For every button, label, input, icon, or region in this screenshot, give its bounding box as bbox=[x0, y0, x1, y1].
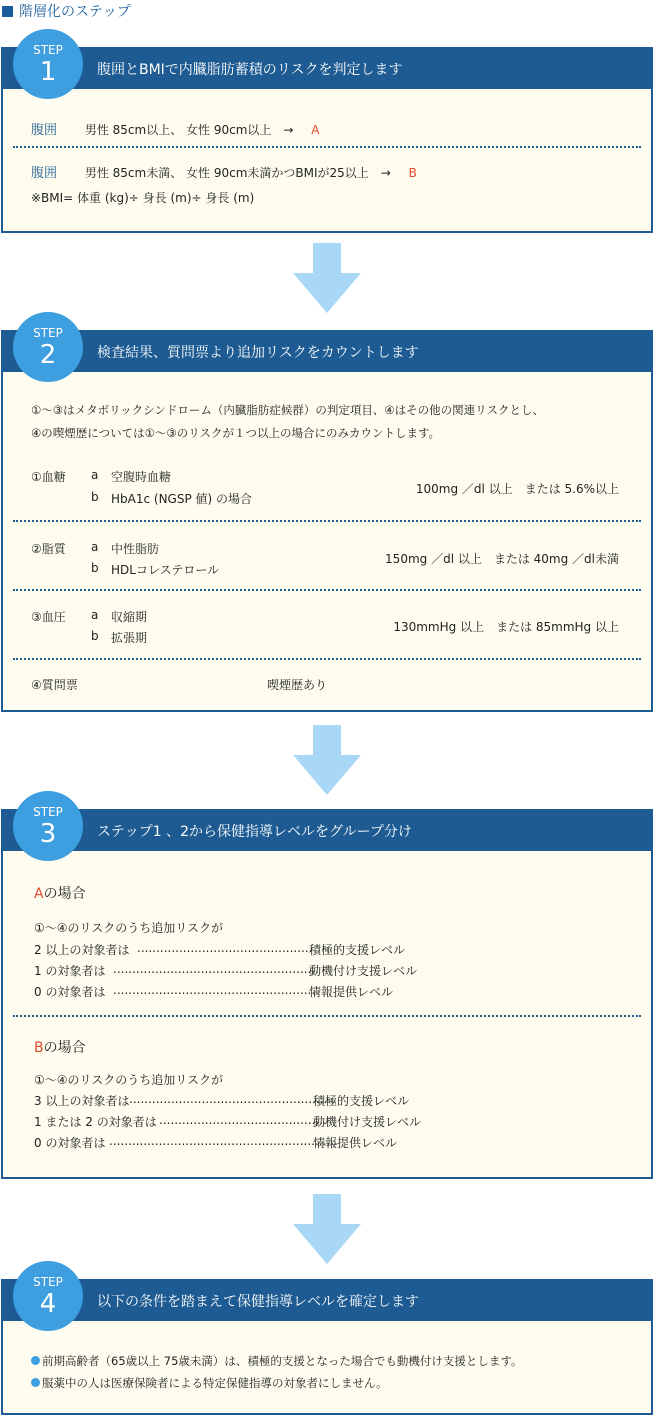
group-a-row-2-cond: 1 の対象者は bbox=[34, 964, 106, 978]
step-1-row-a bbox=[31, 119, 320, 138]
group-a-row-1-level: 積極的支援レベル bbox=[309, 943, 406, 957]
group-a-row-3-cond: 0 の対象者は bbox=[34, 985, 106, 999]
section-heading-text: 階層化のステップ bbox=[19, 4, 131, 20]
step-3-panel bbox=[1, 805, 653, 1179]
step-4-title-bar bbox=[3, 1281, 651, 1321]
group-b-row-1-level: 積極的支援レベル bbox=[313, 1094, 410, 1108]
item-2-a-mark: a bbox=[91, 540, 99, 554]
item-3-name: ③血圧 bbox=[31, 610, 66, 624]
step-2-panel bbox=[1, 326, 653, 712]
group-a-row-2-level: 動機付け支援レベル bbox=[309, 964, 418, 978]
item-3-b-mark: b bbox=[91, 629, 99, 643]
group-b-row-3-dots: ............................................................ bbox=[109, 1134, 338, 1148]
section-heading bbox=[0, 0, 131, 22]
item-1-b-mark: b bbox=[91, 490, 99, 504]
group-a-letter: A bbox=[34, 886, 44, 902]
step-3-title-bar bbox=[3, 811, 651, 851]
group-a-heading bbox=[34, 883, 86, 903]
step-1-row-a-result: A bbox=[311, 123, 320, 137]
square-bullet-icon bbox=[2, 6, 13, 17]
step-4-bullet-2-text: 服薬中の人は医療保険者による特定保健指導の対象者にしません。 bbox=[42, 1376, 388, 1390]
group-b-row-2-level: 動機付け支援レベル bbox=[313, 1115, 422, 1129]
step-2-badge-label: STEP bbox=[33, 326, 63, 340]
item-3-criteria: 130mmHg 以上 または 85mmHg 以上 bbox=[393, 620, 619, 634]
group-a-row-2-dots: ...................................................... bbox=[113, 962, 319, 976]
step-3-title: ステップ1 、2から保健指導レベルをグループ分け bbox=[97, 824, 412, 840]
step-2-title: 検査結果、質問票より追加リスクをカウントします bbox=[97, 345, 419, 361]
step-1-title-bar bbox=[3, 49, 651, 89]
item-3-a-mark: a bbox=[91, 608, 99, 622]
group-b-row-1-cond: 3 以上の対象者は bbox=[34, 1094, 130, 1108]
step-1-row-b-result: B bbox=[408, 166, 417, 180]
step-2-divider-1 bbox=[13, 520, 641, 522]
group-a-intro: ①～④のリスクのうち追加リスクが bbox=[34, 921, 224, 935]
item-2-criteria: 150mg ／dl 以上 または 40mg ／dl未満 bbox=[385, 552, 619, 566]
step-1-badge-number: 1 bbox=[39, 57, 57, 87]
item-2-b-mark: b bbox=[91, 561, 99, 575]
step-2-intro-line-1: ①～③はメタボリックシンドローム（内臓脂肪症候群）の判定項目、④はその他の関連リスクとし、 bbox=[31, 403, 544, 417]
step-4-bullet-1-text: 前期高齢者（65歳以上 75歳未満）は、積極的支援となった場合でも動機付け支援とします。 bbox=[42, 1354, 523, 1368]
circle-bullet-icon bbox=[31, 1356, 40, 1365]
group-b-letter: B bbox=[34, 1040, 44, 1056]
item-4-value: 喫煙歴あり bbox=[267, 678, 328, 692]
step-2-divider-2 bbox=[13, 589, 641, 591]
group-b-row-2-cond: 1 または 2 の対象者は bbox=[34, 1115, 157, 1129]
item-2-b: HDLコレステロール bbox=[111, 563, 220, 577]
step-1-row-b-text: 男性 85cm未満、 女性 90cm未満かつBMIが25以上 → bbox=[84, 166, 391, 180]
step-1-row-a-key: 腹囲 bbox=[31, 123, 58, 138]
step-4-bullet-1 bbox=[31, 1353, 523, 1369]
item-2-a: 中性脂肪 bbox=[111, 542, 160, 556]
step-2-title-bar bbox=[3, 332, 651, 372]
step-3-badge-number: 3 bbox=[39, 819, 57, 849]
group-a-row-3-dots: ...................................................... bbox=[113, 983, 319, 997]
group-b-row-3-level: 情報提供レベル bbox=[313, 1136, 398, 1150]
circle-bullet-icon bbox=[31, 1378, 40, 1387]
group-b-heading bbox=[34, 1037, 86, 1057]
step-4-badge-number: 4 bbox=[39, 1289, 57, 1319]
step-2-intro-line-2: ④の喫煙歴については①～③のリスクが１つ以上の場合にのみカウントします。 bbox=[31, 426, 441, 440]
item-3-a: 収縮期 bbox=[111, 610, 148, 624]
step-4-badge bbox=[13, 1261, 83, 1331]
group-b-row-2-dots: ............................................ bbox=[159, 1113, 327, 1127]
item-1-a-mark: a bbox=[91, 468, 99, 482]
down-arrow-icon bbox=[293, 725, 361, 795]
down-arrow-icon bbox=[293, 1194, 361, 1264]
group-a-row-1-cond: 2 以上の対象者は bbox=[34, 943, 130, 957]
group-a-title: の場合 bbox=[43, 886, 86, 902]
group-b-intro: ①～④のリスクのうち追加リスクが bbox=[34, 1073, 224, 1087]
step-1-title: 腹囲とBMIで内臓脂肪蓄積のリスクを判定します bbox=[97, 62, 403, 78]
step-4-bullet-2 bbox=[31, 1375, 388, 1391]
step-1-badge-label: STEP bbox=[33, 43, 63, 57]
step-2-divider-3 bbox=[13, 658, 641, 660]
step-3-badge-label: STEP bbox=[33, 805, 63, 819]
step-4-badge-label: STEP bbox=[33, 1275, 63, 1289]
step-2-badge bbox=[13, 312, 83, 382]
group-b-row-1-dots: ...................................................... bbox=[129, 1092, 335, 1106]
step-1-row-a-text: 男性 85cm以上、 女性 90cm以上 → bbox=[84, 123, 294, 137]
step-4-panel bbox=[1, 1275, 653, 1415]
item-1-criteria: 100mg ／dl 以上 または 5.6%以上 bbox=[415, 482, 619, 496]
step-1-row-b bbox=[31, 162, 417, 181]
step-3-divider bbox=[13, 1015, 641, 1017]
item-1-a: 空腹時血糖 bbox=[111, 470, 172, 484]
step-2-badge-number: 2 bbox=[39, 340, 57, 370]
step-1-panel bbox=[1, 43, 653, 233]
step-1-divider bbox=[13, 146, 641, 148]
down-arrow-icon bbox=[293, 243, 361, 313]
item-1-b: HbA1c (NGSP 値) の場合 bbox=[111, 492, 253, 506]
item-1-name: ①血糖 bbox=[31, 470, 66, 484]
step-4-title: 以下の条件を踏まえて保健指導レベルを確定します bbox=[97, 1294, 419, 1310]
group-a-row-3-level: 情報提供レベル bbox=[309, 985, 394, 999]
item-3-b: 拡張期 bbox=[111, 631, 148, 645]
group-b-row-3-cond: 0 の対象者は bbox=[34, 1136, 106, 1150]
group-b-title: の場合 bbox=[43, 1040, 86, 1056]
step-1-bmi-note: ※BMI= 体重 (kg)÷ 身長 (m)÷ 身長 (m) bbox=[31, 191, 255, 205]
step-3-badge bbox=[13, 791, 83, 861]
item-4-name: ④質問票 bbox=[31, 678, 78, 692]
group-a-row-1-dots: .............................................. bbox=[137, 941, 313, 955]
step-1-row-b-key: 腹囲 bbox=[31, 166, 58, 181]
item-2-name: ②脂質 bbox=[31, 542, 66, 556]
step-1-badge bbox=[13, 29, 83, 99]
